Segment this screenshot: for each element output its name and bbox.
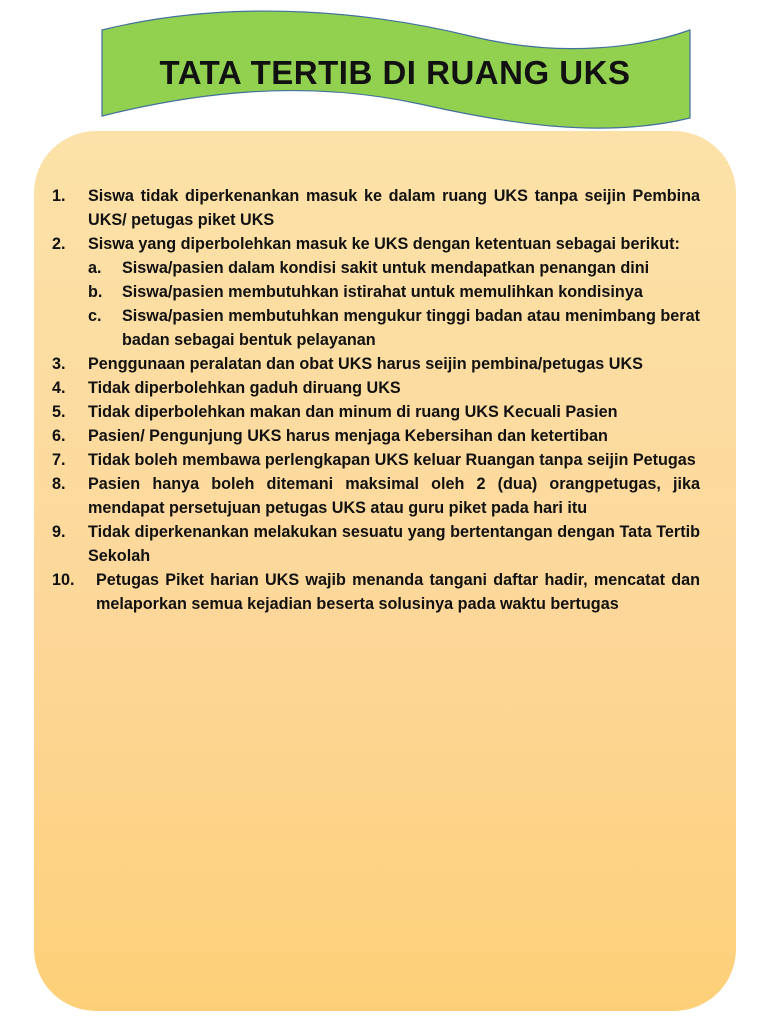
- rule-item-4: [52, 376, 700, 400]
- sub-rule-label: c.: [88, 307, 102, 325]
- rule-item-2: [52, 232, 700, 352]
- rule-text: Siswa tidak diperkenankan masuk ke dalam ruang UKS tanpa seijin Pembina UKS/ petugas piket UKS: [88, 187, 700, 229]
- rule-item-3: [52, 352, 700, 376]
- rule-text: Penggunaan peralatan dan obat UKS harus seijin pembina/petugas UKS: [88, 355, 643, 373]
- rule-number: 1.: [52, 187, 66, 205]
- rule-number: 5.: [52, 403, 66, 421]
- rule-item-8: [52, 472, 700, 520]
- sub-rule-label: a.: [88, 259, 102, 277]
- rule-item-1: [52, 184, 700, 232]
- rule-number: 4.: [52, 379, 66, 397]
- rule-text: Tidak diperbolehkan makan dan minum di ruang UKS Kecuali Pasien: [88, 403, 618, 421]
- rule-number: 9.: [52, 523, 66, 541]
- rule-item-6: [52, 424, 700, 448]
- rules-list: [52, 184, 700, 616]
- rule-text: Tidak diperbolehkan gaduh diruang UKS: [88, 379, 401, 397]
- sub-rule-text: Siswa/pasien membutuhkan istirahat untuk memulihkan kondisinya: [122, 283, 643, 301]
- rule-text: Tidak boleh membawa perlengkapan UKS keluar Ruangan tanpa seijin Petugas: [88, 451, 696, 469]
- rule-item-10: [52, 568, 700, 616]
- rule-number: 6.: [52, 427, 66, 445]
- page-title: TATA TERTIB DI RUANG UKS: [159, 54, 631, 91]
- rule-item-7: [52, 448, 700, 472]
- rule-text: Petugas Piket harian UKS wajib menanda tangani daftar hadir, mencatat dan melaporkan semua kejadian beserta solusinya pada waktu bertugas: [96, 571, 700, 613]
- rule-number: 8.: [52, 475, 66, 493]
- rule-item-5: [52, 400, 700, 424]
- rule-number: 3.: [52, 355, 66, 373]
- sub-rules-list: [88, 256, 700, 352]
- rule-text: Pasien/ Pengunjung UKS harus menjaga Kebersihan dan ketertiban: [88, 427, 608, 445]
- sub-rule-c: [88, 304, 700, 352]
- rule-text: Siswa yang diperbolehkan masuk ke UKS dengan ketentuan sebagai berikut:: [88, 235, 680, 253]
- rule-number: 10.: [52, 571, 75, 589]
- sub-rule-text: Siswa/pasien membutuhkan mengukur tinggi badan atau menimbang berat badan sebagai bentuk pelayanan: [122, 307, 700, 349]
- rule-text: Tidak diperkenankan melakukan sesuatu yang bertentangan dengan Tata Tertib Sekolah: [88, 523, 700, 565]
- rule-text: Pasien hanya boleh ditemani maksimal oleh 2 (dua) orangpetugas, jika mendapat persetujuan petugas UKS atau guru piket pada hari itu: [88, 475, 700, 517]
- sub-rule-text: Siswa/pasien dalam kondisi sakit untuk mendapatkan penangan dini: [122, 259, 650, 277]
- sub-rule-a: [88, 256, 700, 280]
- rule-number: 7.: [52, 451, 66, 469]
- sub-rule-label: b.: [88, 283, 103, 301]
- rule-number: 2.: [52, 235, 66, 253]
- rule-item-9: [52, 520, 700, 568]
- sub-rule-b: [88, 280, 700, 304]
